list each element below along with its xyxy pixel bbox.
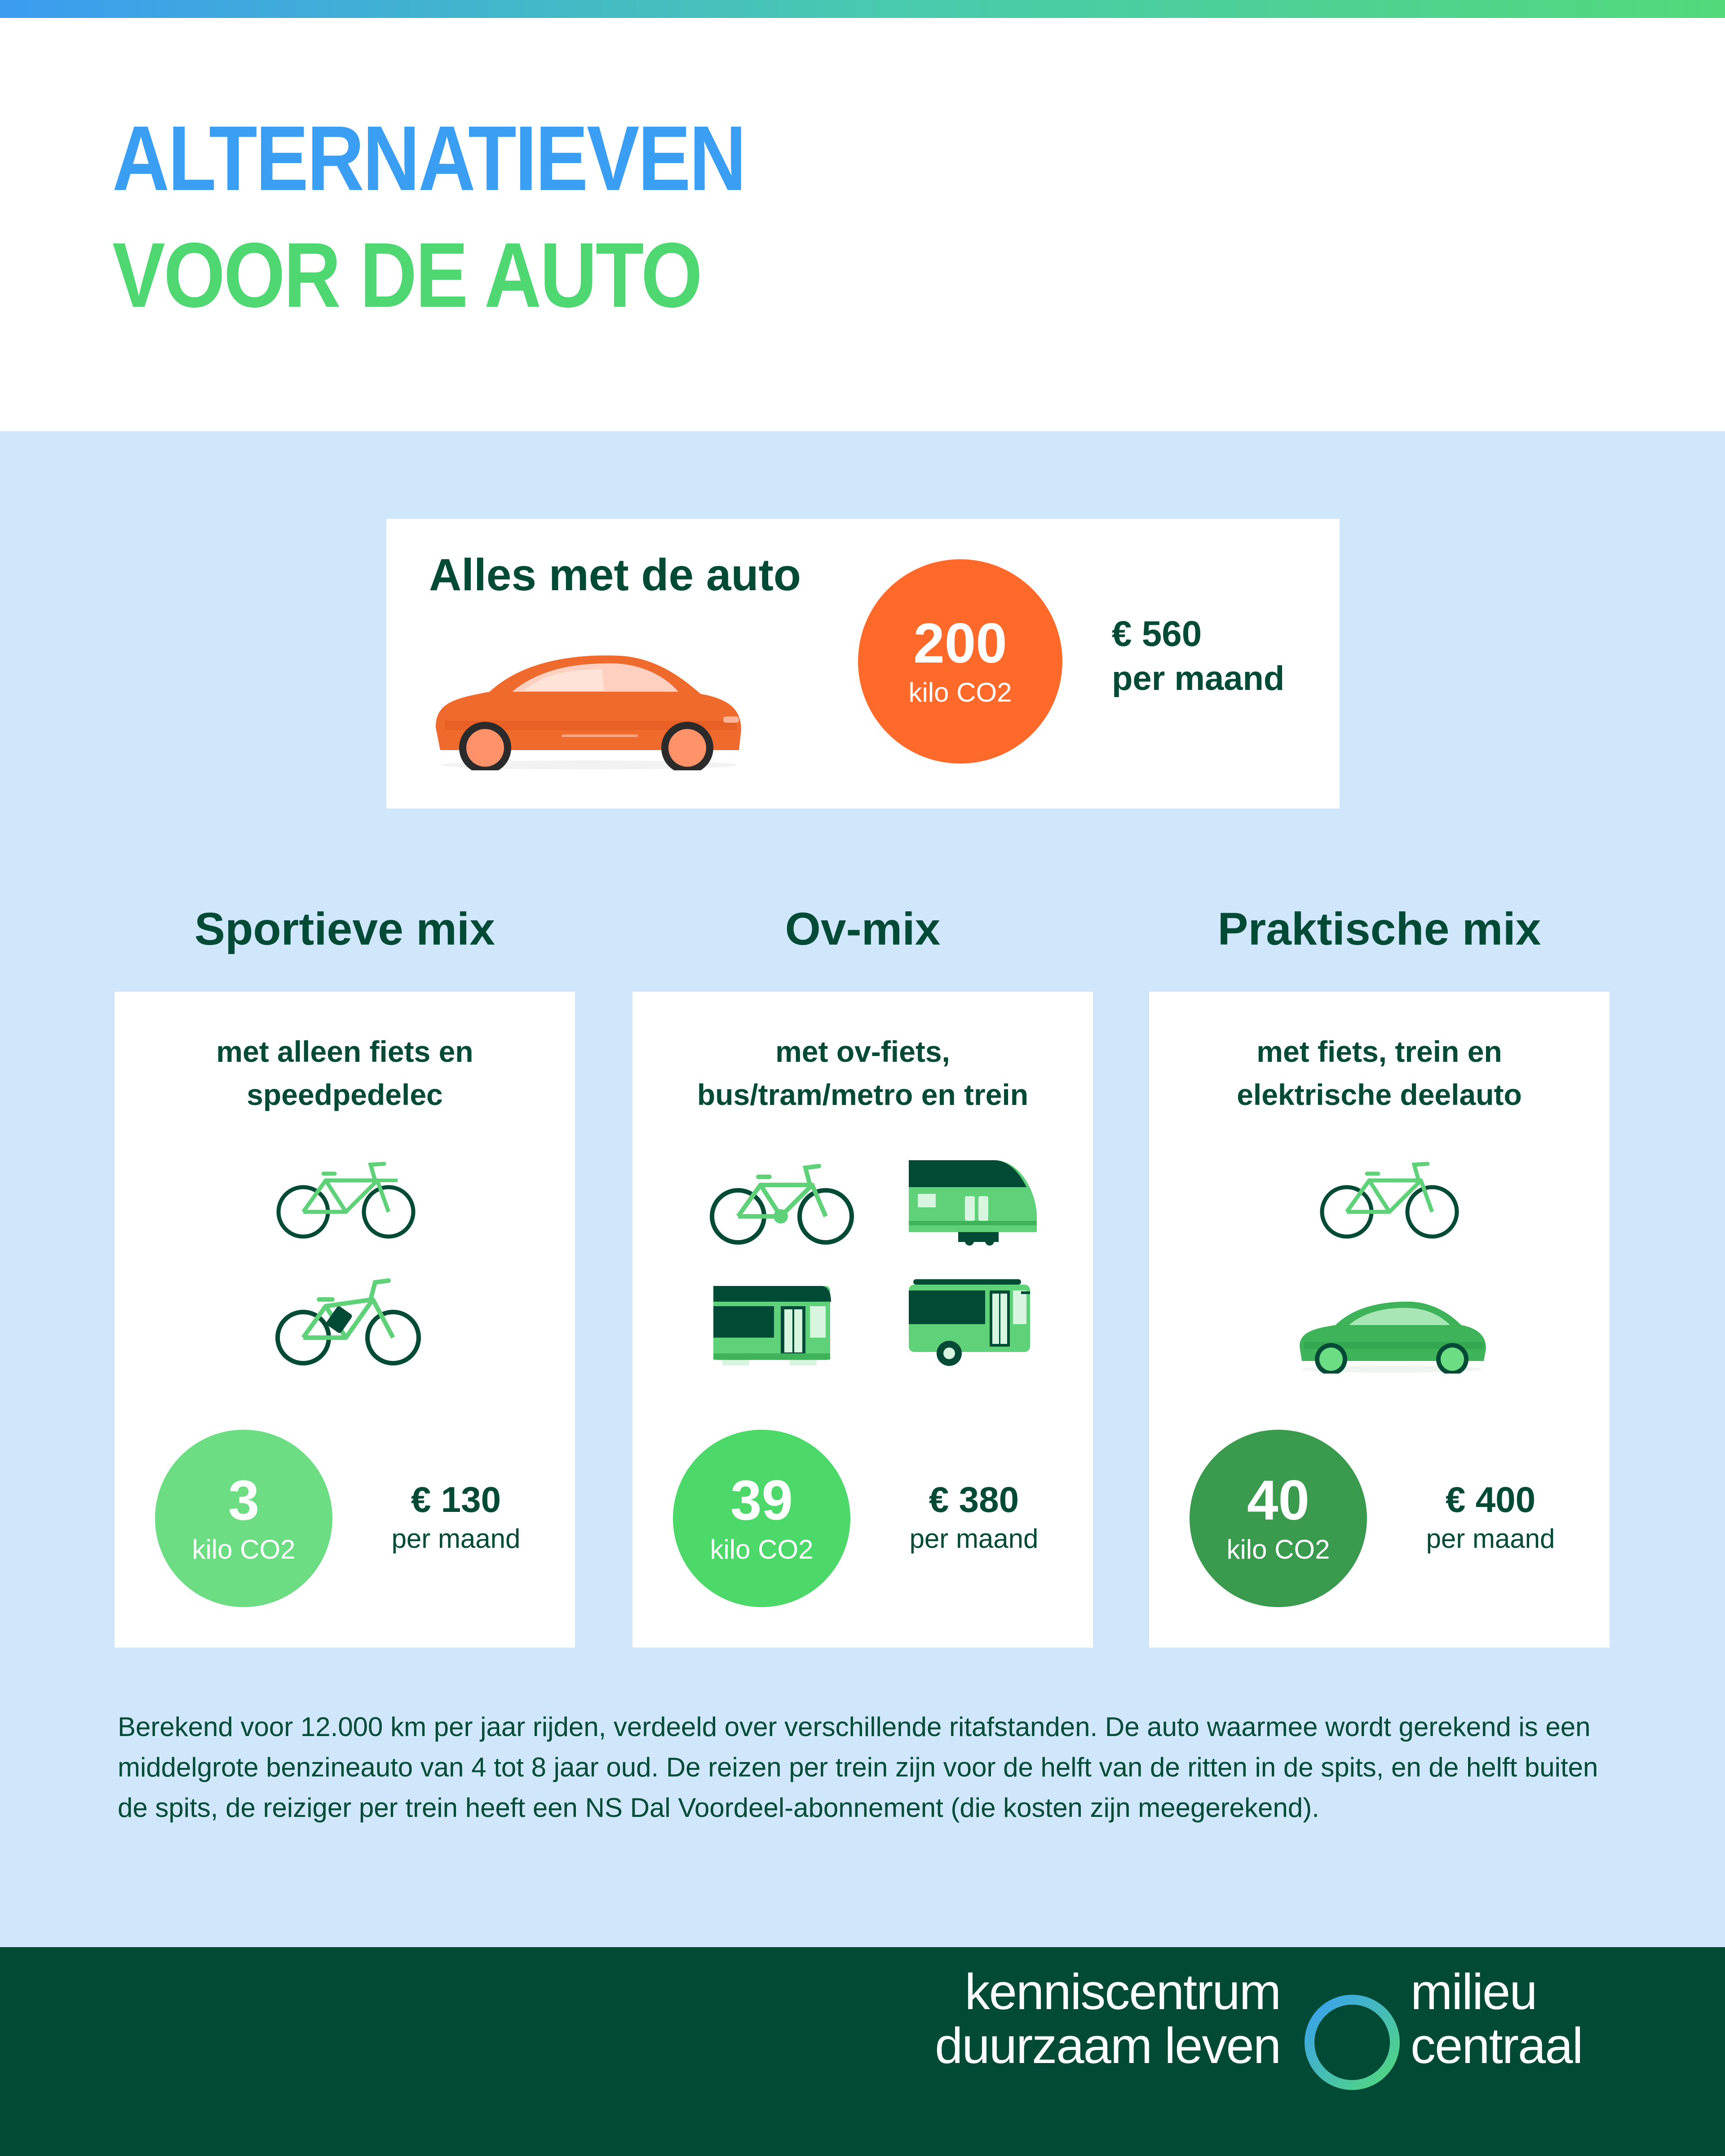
speed-pedelec-icon (274, 1277, 422, 1367)
green-car-icon (1295, 1297, 1488, 1374)
price (902, 1479, 1046, 1554)
car-price (1112, 613, 1284, 698)
brand-kenniscentrum: kenniscentrum duurzaam leven (935, 1964, 1280, 2074)
train-icon (909, 1151, 1039, 1246)
title-line-1: ALTERNATIEVEN (112, 107, 745, 210)
co2-unit: kilo CO2 (1226, 1534, 1330, 1564)
bicycle-icon (707, 1158, 857, 1248)
footnote: Berekend voor 12.000 km per jaar rijden, verdeeld over verschillende ritafstanden. De auto waarmee wordt gerekend is een middelgrote benzineauto van 4 tot 8 jaar oud. De reizen per trein zijn voor de helft van de ritten in de spits, en de helft buiten de spits, de reiziger per trein heeft een NS Dal Voordeel-abonnement (die kosten zijn meegerekend). (118, 1712, 1598, 1823)
price-amount: € 130 (411, 1480, 501, 1520)
co2-circle (1190, 1430, 1367, 1607)
co2-value: 39 (730, 1469, 793, 1532)
car-option-title: Alles met de auto (429, 550, 801, 600)
mix-heading-praktisch: Praktische mix (1217, 903, 1541, 954)
price-amount: € 380 (929, 1480, 1019, 1520)
mix-card-sportief (115, 992, 575, 1648)
car-co2-unit: kilo CO2 (908, 677, 1012, 707)
co2-unit: kilo CO2 (192, 1534, 296, 1564)
mix-card-praktisch (1149, 992, 1610, 1648)
car-co2-value: 200 (913, 612, 1007, 675)
milieu-centraal-logo-icon (1300, 1991, 1404, 2094)
co2-unit: kilo CO2 (710, 1534, 814, 1564)
price (1419, 1479, 1562, 1554)
car-price-unit: per maand (1112, 659, 1285, 698)
mix-subtitle: met ov-fiets, bus/tram/metro en trein (697, 1035, 1029, 1111)
car-co2-circle (858, 559, 1062, 764)
top-gradient-bar (0, 0, 1725, 18)
car-price-amount: € 560 (1112, 614, 1202, 654)
price-unit: per maand (1426, 1524, 1555, 1554)
bicycle-icon (1318, 1156, 1461, 1241)
mix-subtitle: met fiets, trein en elektrische deelauto (1237, 1035, 1522, 1111)
co2-circle (673, 1430, 850, 1607)
mix-heading-ov: Ov-mix (785, 903, 941, 954)
bicycle-icon (274, 1156, 418, 1241)
mix-heading-sportief: Sportieve mix (195, 903, 495, 954)
brand-milieu-centraal: milieu centraal (1411, 1964, 1583, 2074)
tram-icon (713, 1281, 837, 1367)
co2-value: 3 (228, 1469, 260, 1532)
orange-car-icon (427, 649, 750, 770)
car-option-card (386, 519, 1340, 808)
mix-subtitle: met alleen fiets en speedpedelec (216, 1035, 473, 1111)
price-amount: € 400 (1445, 1480, 1536, 1520)
mix-card-ov (632, 992, 1093, 1648)
price-unit: per maand (909, 1524, 1039, 1554)
price (384, 1479, 528, 1554)
title-line-2: VOOR DE AUTO (112, 224, 701, 327)
bus-icon (909, 1275, 1035, 1369)
co2-circle (155, 1430, 332, 1607)
co2-value: 40 (1247, 1469, 1310, 1532)
price-unit: per maand (391, 1524, 521, 1554)
